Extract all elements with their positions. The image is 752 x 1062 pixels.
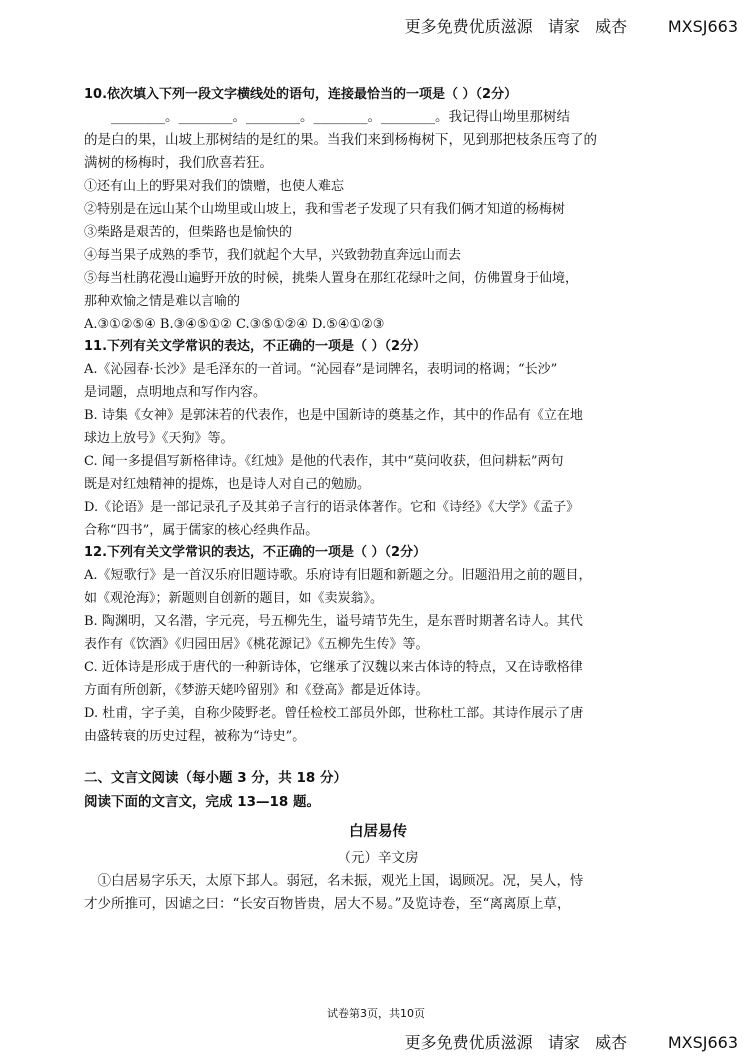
q12-line: 方面有所创新，《梦游天姥吟留别》和《登高》都是近体诗。 <box>84 683 429 698</box>
question-10-stem: 10.依次填入下列一段文字横线处的语句，连接最恰当的一项是（ ）（2分） <box>84 87 518 102</box>
q10-passage-line: ________。________。________。________。________。我记得山坳里那树结 <box>84 109 570 125</box>
q11-line: 合称“四书”，属于儒家的核心经典作品。 <box>84 523 319 538</box>
question-11-stem: 11.下列有关文学常识的表达，不正确的一项是（ ）（2分） <box>84 339 427 354</box>
q10-passage-line: 满树的杨梅时，我们欣喜若狂。 <box>84 155 273 171</box>
q10-passage-line: 的是白的果，山坡上那树结的是红的果。当我们来到杨梅树下，见到那把枝条压弯了的 <box>84 132 597 148</box>
page-header: 更多免费优质滋源 请家 威杏 MXSJ663 <box>404 17 738 36</box>
q11-line: D.《论语》是一部记录孔子及其弟子言行的语录体著作。它和《诗经》《大学》《孟子》 <box>84 500 580 515</box>
q10-item: ④每当果子成熟的季节，我们就起个大早，兴致勃勃直奔远山而去 <box>84 248 462 263</box>
q10-options: A.③①②⑤④ B.③④⑤①② C.③⑤①②④ D.⑤④①②③ <box>84 317 385 332</box>
q10-item: ①还有山上的野果对我们的馈赠，也使人难忘 <box>84 179 345 194</box>
q11-line: 既是对红烛精神的提炼，也是诗人对自己的勉励。 <box>84 477 371 492</box>
q11-line: C. 闻一多提倡写新格律诗。《红烛》是他的代表作，其中“莫问收获，但问耕耘”两句 <box>84 454 564 469</box>
passage-line: ①白居易字乐天，太原下邽人。弱冠，名未振，观光上国，谒顾况。况，吴人，恃 <box>84 873 584 889</box>
q11-line: 是词题，点明地点和写作内容。 <box>84 385 267 400</box>
q11-line: A.《沁园春·长沙》是毛泽东的一首词。“沁园春”是词牌名，表明词的格调；“长沙” <box>84 362 558 377</box>
q10-item: 那种欢愉之情是难以言喻的 <box>84 294 241 309</box>
passage-line: 才少所推可，因谑之曰：“长安百物皆贵，居大不易。”及览诗卷，至“离离原上草， <box>84 896 571 912</box>
section-instruction: 阅读下面的文言文，完成 13—18 题。 <box>84 794 320 810</box>
q12-line: 由盛转衰的历史过程，被称为“诗史”。 <box>84 729 306 744</box>
q12-line: D. 杜甫，字子美，自称少陵野老。曾任检校工部员外郎，世称杜工部。其诗作展示了唐 <box>84 706 584 721</box>
q12-line: C. 近体诗是形成于唐代的一种新诗体，它继承了汉魏以来古体诗的特点，又在诗歌格律 <box>84 660 583 675</box>
spacer <box>84 748 672 766</box>
passage-title: 白居易传 <box>349 824 407 840</box>
q12-line: A.《短歌行》是一首汉乐府旧题诗歌。乐府诗有旧题和新题之分。旧题沿用之前的题目， <box>84 568 592 583</box>
q11-line: 球边上放号》《天狗》等。 <box>84 431 234 446</box>
q10-item: ②特别是在远山某个山坳里或山坡上，我和雪老子发现了只有我们俩才知道的杨梅树 <box>84 202 566 217</box>
q12-line: 如《观沧海》；新题则自创新的题目，如《卖炭翁》。 <box>84 591 384 606</box>
passage-author: （元）辛文房 <box>337 850 419 866</box>
question-12-stem: 12.下列有关文学常识的表达，不正确的一项是（ ）（2分） <box>84 545 427 560</box>
q10-item: ⑤每当杜鹃花漫山遍野开放的时候，挑柴人置身在那红花绿叶之间，仿佛置身于仙境， <box>84 271 579 286</box>
q11-line: B. 诗集《女神》是郭沫若的代表作，也是中国新诗的奠基之作，其中的作品有《立在地 <box>84 408 583 423</box>
page-footer-watermark: 更多免费优质滋源 请家 威杏 MXSJ663 <box>404 1033 738 1052</box>
section-heading: 二、文言文阅读（每小题 3 分，共 18 分） <box>84 770 347 786</box>
q12-line: B. 陶渊明，又名潜，字元亮，号五柳先生，谥号靖节先生，是东晋时期著名诗人。其代 <box>84 614 583 629</box>
exam-content <box>84 84 672 916</box>
q10-item: ③柴路是艰苦的，但柴路也是愉快的 <box>84 225 293 240</box>
q12-line: 表作有《饮酒》《归园田居》《桃花源记》《五柳先生传》等。 <box>84 637 429 652</box>
page-number: 试卷第3页，共10页 <box>327 1007 425 1020</box>
